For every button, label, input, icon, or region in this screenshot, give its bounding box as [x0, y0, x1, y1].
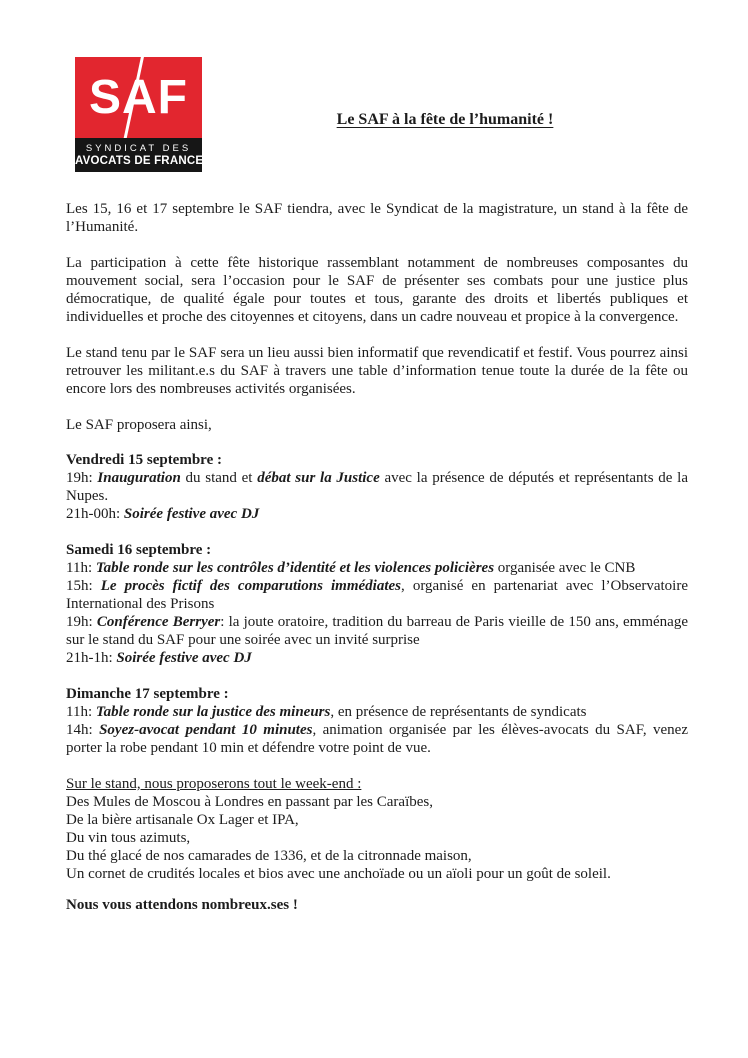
text-run: organisée avec le CNB — [494, 560, 636, 576]
text-run: : la joute oratoire, tradition du barreau de Paris vieille de 150 ans, emménage sur le stand du SAF pour une soirée avec un invité surprise — [66, 614, 688, 648]
text-run: Sur le stand, nous proposerons tout le week-end : — [66, 776, 362, 792]
text-run: , en présence de représentants de syndicats — [330, 704, 587, 720]
paragraph-4 — [66, 451, 688, 469]
paragraph-17 — [66, 811, 688, 829]
paragraph-7 — [66, 541, 688, 559]
paragraph-3 — [66, 416, 688, 434]
text-run: Le SAF proposera ainsi, — [66, 417, 212, 433]
paragraph-18 — [66, 829, 688, 847]
paragraph-5 — [66, 469, 688, 505]
saf-logo — [75, 57, 202, 172]
text-run: avec la présence de députés et représentants de la Nupes. — [66, 470, 688, 504]
paragraph-11 — [66, 649, 688, 667]
text-run: Des Mules de Moscou à Londres en passant par les Caraïbes, — [66, 794, 433, 810]
text-run: 19h: — [66, 470, 98, 486]
text-run: Un cornet de crudités locales et bios avec une anchoïade ou un aïoli pour un goût de soleil. — [66, 866, 611, 882]
logo-caption-line1: SYNDICAT DES — [85, 143, 192, 154]
paragraph-14 — [66, 721, 688, 757]
paragraph-10 — [66, 613, 688, 649]
text-run: , animation organisée par les élèves-avocats du SAF, venez porter la robe pendant 10 min et défendre votre point de vue. — [66, 722, 688, 756]
saf-logo-mark — [75, 57, 202, 138]
text-run: Dimanche 17 septembre : — [66, 686, 229, 702]
paragraph-9 — [66, 577, 688, 613]
text-run: 14h: — [66, 722, 100, 738]
text-run: Les 15, 16 et 17 septembre le SAF tiendra, avec le Syndicat de la magistrature, un stand à la fête de l’Humanité. — [66, 201, 688, 235]
logo-caption-line2: AVOCATS DE FRANCE — [75, 155, 204, 167]
text-run: 11h: — [66, 560, 96, 576]
logo-acronym: SAF — [89, 71, 188, 124]
text-run: Samedi 16 septembre : — [66, 542, 212, 558]
paragraph-12 — [66, 685, 688, 703]
text-run: 21h-00h: — [66, 506, 124, 522]
text-run: 11h: — [66, 704, 96, 720]
text-run: Le stand tenu par le SAF sera un lieu aussi bien informatif que revendicatif et festif. Vous pourrez ainsi retrouver les militant.e.s du SAF à travers une table d’information tenue toute la durée de la fête ou encore lors des nombreuses activités organisées. — [66, 345, 688, 397]
text-run: Soyez-avocat pendant 10 minutes — [99, 722, 313, 738]
text-run: 19h: — [66, 614, 97, 630]
paragraph-2 — [66, 344, 688, 398]
paragraph-15 — [66, 775, 688, 793]
text-run: Soirée festive avec DJ — [116, 650, 252, 666]
text-run: , organisé en partenariat avec l’Observatoire International des Prisons — [66, 578, 689, 612]
text-run: Vendredi 15 septembre : — [66, 452, 222, 468]
document-title: Le SAF à la fête de l’humanité ! — [336, 111, 554, 128]
paragraph-1 — [66, 254, 688, 326]
text-run: Du vin tous azimuts, — [66, 830, 191, 846]
text-run: Le procès fictif des comparutions immédiates — [100, 578, 402, 594]
text-run: Inauguration — [97, 470, 181, 486]
text-run: Nous vous attendons nombreux.ses ! — [66, 897, 298, 913]
paragraph-6 — [66, 505, 688, 523]
text-run: La participation à cette fête historique rassemblant notamment de nombreuses composantes du mouvement social, sera l’occasion pour le SAF de présenter ses combats pour une justice plus démocratique, de qualité égale pour toutes et tous, garante des droits et libertés publiques et individuelles et proche des citoyennes et citoyens, dans un cadre nouveau et propice à la convergence. — [66, 255, 688, 325]
text-run: Conférence Berryer — [96, 614, 221, 630]
paragraph-19 — [66, 847, 688, 865]
paragraph-20 — [66, 865, 688, 883]
text-run: Table ronde sur les contrôles d’identité et les violences policières — [95, 560, 495, 576]
saf-logo-caption — [75, 138, 202, 172]
document-body — [66, 200, 688, 914]
text-run: Table ronde sur la justice des mineurs — [95, 704, 331, 720]
paragraph-0 — [66, 200, 688, 236]
text-run: De la bière artisanale Ox Lager et IPA, — [66, 812, 299, 828]
text-run: 21h-1h: — [66, 650, 117, 666]
paragraph-8 — [66, 559, 688, 577]
text-run: 15h: — [66, 578, 101, 594]
text-run: du stand et — [180, 470, 258, 486]
paragraph-13 — [66, 703, 688, 721]
text-run: Du thé glacé de nos camarades de 1336, et de la citronnade maison, — [66, 848, 472, 864]
paragraph-21 — [66, 896, 688, 914]
paragraph-16 — [66, 793, 688, 811]
text-run: Soirée festive avec DJ — [123, 506, 260, 522]
text-run: débat sur la Justice — [257, 470, 380, 486]
